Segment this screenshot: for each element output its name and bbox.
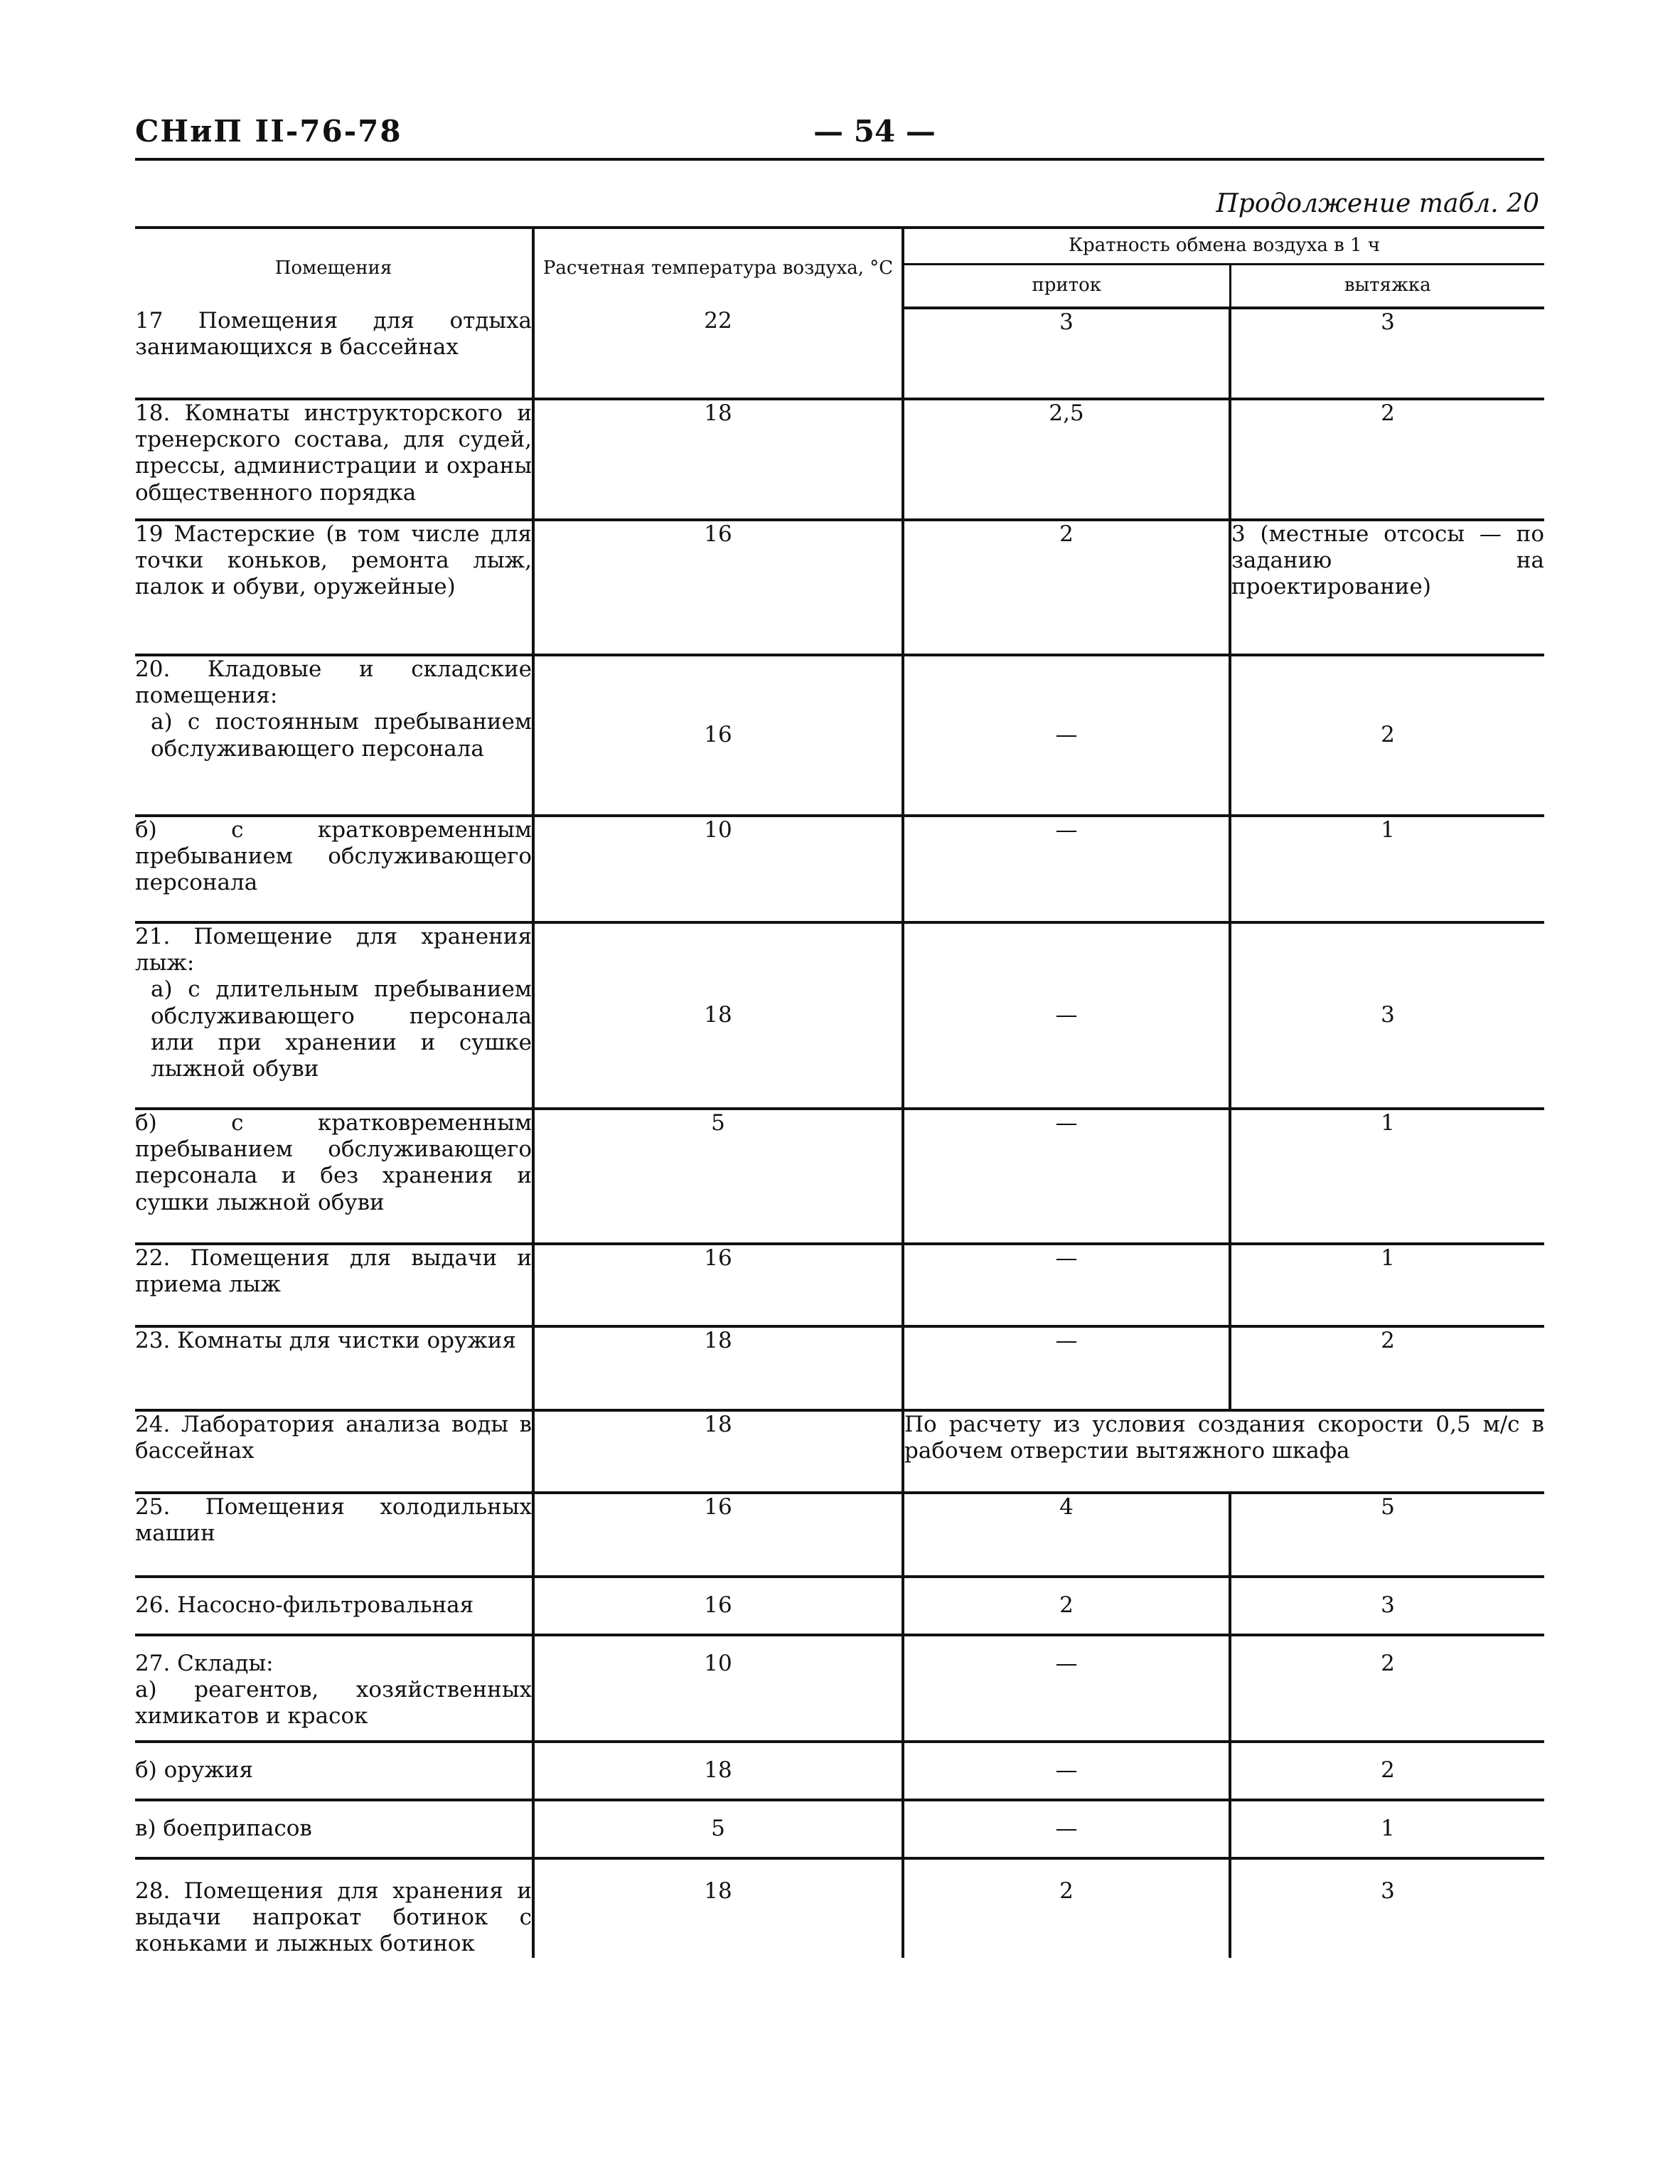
temperature-value: 18 — [533, 922, 903, 1109]
temperature-value: 10 — [533, 816, 903, 922]
temperature-value: 16 — [533, 1493, 903, 1577]
temperature-value: 18 — [533, 1410, 903, 1493]
temperature-value: 10 — [533, 1635, 903, 1742]
exhaust-value: 1 — [1230, 1800, 1544, 1858]
exhaust-value: 3 (местные отсосы — по заданию на проектирование) — [1230, 520, 1544, 655]
table-row — [135, 1577, 1544, 1635]
table-continuation-caption: Продолжение табл. 20 — [1216, 189, 1539, 218]
inflow-value: 4 — [903, 1493, 1230, 1577]
room-name: б) с кратковременным пребыванием обслуживающего персонала и без хранения и сушки лыжной обуви — [135, 1109, 533, 1244]
inflow-value: — — [903, 1109, 1230, 1244]
exhaust-value: 1 — [1230, 816, 1544, 922]
room-name: 17 Помещения для отдыха занимающихся в бассейнах — [135, 308, 533, 399]
table-row — [135, 308, 1544, 399]
exhaust-value: 3 — [1230, 922, 1544, 1109]
room-group-title: 27. Склады: — [135, 1651, 274, 1676]
table-row — [135, 1635, 1544, 1742]
exhaust-value: 2 — [1230, 1635, 1544, 1742]
inflow-value: 2 — [903, 520, 1230, 655]
exhaust-value: 2 — [1230, 1742, 1544, 1800]
table-row — [135, 1109, 1544, 1244]
room-name: в) боеприпасов — [135, 1800, 533, 1858]
inflow-value: 2 — [903, 1577, 1230, 1635]
room-name: 25. Помещения холодильных машин — [135, 1493, 533, 1577]
temperature-value: 16 — [533, 520, 903, 655]
col-header-room: Помещения — [135, 228, 533, 308]
temperature-value: 16 — [533, 1244, 903, 1326]
room-name: 18. Комнаты инструкторского и тренерского состава, для судей, прессы, администрации и охраны общественного порядка — [135, 399, 533, 520]
table-row — [135, 1326, 1544, 1410]
temperature-value: 18 — [533, 1326, 903, 1410]
air-exchange-note: По расчету из условия создания скорости 0,5 м/с в рабочем отверстии вытяжного шкафа — [903, 1410, 1544, 1493]
room-subitem: а) реагентов, хозяйственных химикатов и красок — [135, 1677, 532, 1730]
exhaust-value: 5 — [1230, 1493, 1544, 1577]
inflow-value: — — [903, 922, 1230, 1109]
room-name: 19 Мастерские (в том числе для точки коньков, ремонта лыж, палок и обуви, оружейные) — [135, 520, 533, 655]
inflow-value: — — [903, 1326, 1230, 1410]
temperature-value: 16 — [533, 655, 903, 816]
table-row — [135, 922, 1544, 1109]
room-subitem: а) с длительным пребыванием обслуживающего персонала или при хранении и сушке лыжной обуви — [151, 976, 532, 1082]
temperature-value: 18 — [533, 1858, 903, 1958]
temperature-value: 16 — [533, 1577, 903, 1635]
room-name: 26. Насосно-фильтровальная — [135, 1577, 533, 1635]
exhaust-value: 2 — [1230, 399, 1544, 520]
exhaust-value: 2 — [1230, 1326, 1544, 1410]
table-row — [135, 816, 1544, 922]
inflow-value: 3 — [903, 308, 1230, 399]
exhaust-value: 3 — [1381, 1878, 1395, 1904]
exhaust-value: 3 — [1230, 1577, 1544, 1635]
inflow-value: — — [903, 1742, 1230, 1800]
inflow-value: — — [903, 1800, 1230, 1858]
room-name: б) оружия — [135, 1742, 533, 1800]
ventilation-table — [135, 226, 1544, 1958]
temperature-value: 18 — [533, 399, 903, 520]
table-row — [135, 1858, 1544, 1958]
table-row — [135, 399, 1544, 520]
temperature-value: 5 — [533, 1109, 903, 1244]
room-name: 24. Лаборатория анализа воды в бассейнах — [135, 1410, 533, 1493]
inflow-value: — — [903, 1244, 1230, 1326]
exhaust-value: 1 — [1230, 1244, 1544, 1326]
room-subitem: а) с постоянным пребыванием обслуживающего персонала — [151, 709, 532, 762]
room-name: 22. Помещения для выдачи и приема лыж — [135, 1244, 533, 1326]
room-name: б) с кратковременным пребыванием обслуживающего персонала — [135, 816, 533, 922]
table-row — [135, 520, 1544, 655]
exhaust-value: 3 — [1230, 308, 1544, 399]
page-number: — 54 — — [813, 114, 936, 149]
room-name — [135, 1635, 533, 1742]
room-group-title: 20. Кладовые и складские помещения: — [135, 656, 532, 709]
table-row — [135, 655, 1544, 816]
table-row — [135, 1742, 1544, 1800]
inflow-value: — — [903, 655, 1230, 816]
table-row — [135, 1244, 1544, 1326]
document-code: СНиП II-76-78 — [135, 114, 402, 149]
exhaust-value: 2 — [1230, 655, 1544, 816]
temperature-value: 22 — [533, 308, 903, 399]
page-header — [135, 114, 1544, 159]
temperature-value: 18 — [533, 1742, 903, 1800]
inflow-value: — — [903, 816, 1230, 922]
temperature-value: 5 — [533, 1800, 903, 1858]
col-header-temperature: Расчетная температура воздуха, °С — [533, 228, 903, 308]
inflow-value: 2,5 — [903, 399, 1230, 520]
inflow-value: 2 — [903, 1858, 1230, 1958]
col-header-inflow: приток — [903, 265, 1230, 309]
table-row — [135, 1410, 1544, 1493]
room-group-title: 21. Помещение для хранения лыж: — [135, 924, 532, 976]
exhaust-value: 1 — [1230, 1109, 1544, 1244]
header-rule — [135, 158, 1544, 161]
inflow-value: — — [903, 1635, 1230, 1742]
table-row — [135, 1493, 1544, 1577]
table-row — [135, 1800, 1544, 1858]
room-name — [135, 655, 533, 816]
room-name: 23. Комнаты для чистки оружия — [135, 1326, 533, 1410]
room-name: 28. Помещения для хранения и выдачи напрокат ботинок с коньками и лыжных ботинок — [135, 1858, 533, 1958]
col-header-air-exchange-rate: Кратность обмена воздуха в 1 ч — [903, 228, 1544, 265]
col-header-exhaust: вытяжка — [1230, 265, 1544, 309]
room-name — [135, 922, 533, 1109]
